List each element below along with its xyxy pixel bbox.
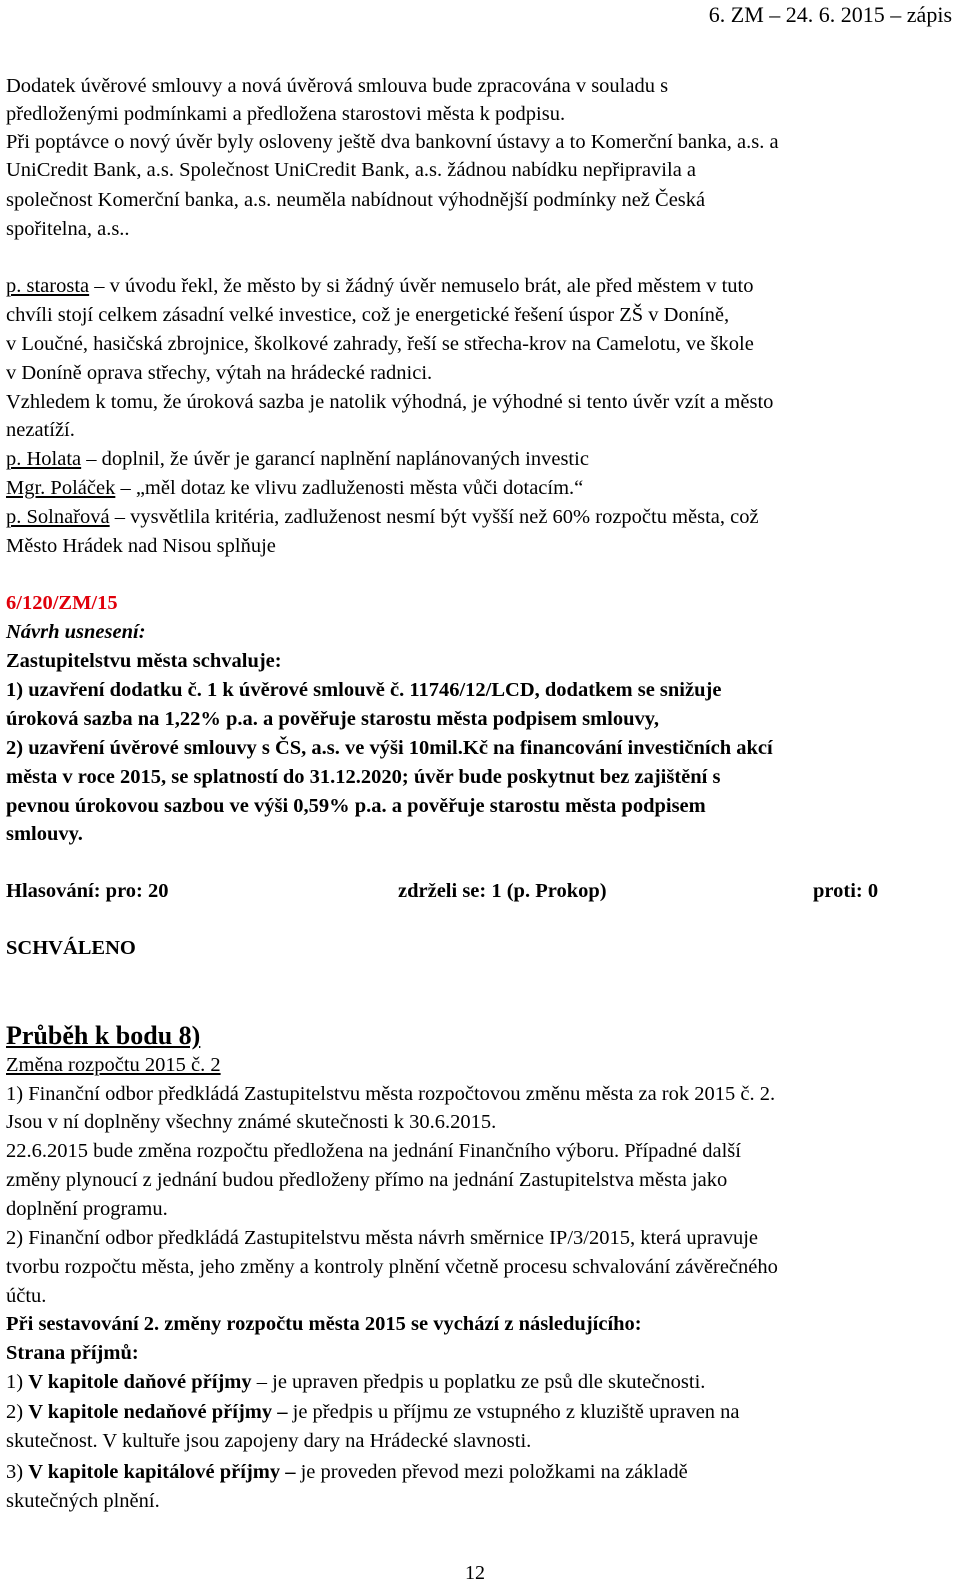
- discussion-line: p. Solnařová – vysvětlila kritéria, zadluženost nesmí být vyšší než 60% rozpočtu města, což: [6, 506, 759, 528]
- discussion-line: p. starosta – v úvodu řekl, že město by si žádný úvěr nemuselo brát, ale před městem v tuto: [6, 275, 754, 297]
- vote-abstain: zdrželi se: 1 (p. Prokop): [398, 880, 607, 902]
- para1-line: Při poptávce o nový úvěr byly osloveny ještě dva bankovní ústavy a to Komerční banka, a.s. a: [6, 131, 779, 153]
- para1-line: společnost Komerční banka, a.s. neuměla nabídnout výhodnější podmínky než Česká: [6, 189, 706, 211]
- discussion-line: chvíli stojí celkem zásadní velké investice, což je energetické řešení úspor ZŠ v Doníně,: [6, 304, 730, 326]
- discussion-line: v Loučné, hasičská zbrojnice, školkové zahrady, řeší se střecha-krov na Camelotu, ve škole: [6, 333, 754, 355]
- resolution-line: města v roce 2015, se splatností do 31.12.2020; úvěr bude poskytnut bez zajištění s: [6, 766, 721, 788]
- vote-for: Hlasování: pro: 20: [6, 880, 169, 902]
- revenue-item: 1) V kapitole daňové příjmy – je upraven předpis u poplatku ze psů dle skutečnosti.: [6, 1371, 706, 1393]
- speaker-polacek: Mgr. Poláček: [6, 477, 116, 499]
- section-line: doplnění programu.: [6, 1198, 168, 1220]
- revenue-item: 3) V kapitole kapitálové příjmy – je proveden převod mezi položkami na základě: [6, 1461, 688, 1483]
- revenue-heading: Strana příjmů:: [6, 1342, 139, 1364]
- para1-line: UniCredit Bank, a.s. Společnost UniCredit Bank, a.s. žádnou nabídku nepřipravila a: [6, 159, 697, 181]
- proposal-label: Návrh usnesení:: [6, 621, 146, 643]
- section-line: 1) Finanční odbor předkládá Zastupitelstvu města rozpočtovou změnu města za rok 2015 č. 2.: [6, 1083, 776, 1105]
- resolution-line: 1) uzavření dodatku č. 1 k úvěrové smlouvě č. 11746/12/LCD, dodatkem se snižuje: [6, 679, 722, 701]
- discussion-line: p. Holata – doplnil, že úvěr je garancí naplnění naplánovaných investic: [6, 448, 589, 470]
- section-subheading: Změna rozpočtu 2015 č. 2: [6, 1054, 221, 1076]
- resolution-line: úroková sazba na 1,22% p.a. a pověřuje starostu města podpisem smlouvy,: [6, 708, 660, 730]
- discussion-line: Vzhledem k tomu, že úroková sazba je natolik výhodná, je výhodné si tento úvěr vzít a město: [6, 391, 774, 413]
- section-line: 2) Finanční odbor předkládá Zastupitelstvu města návrh směrnice IP/3/2015, která upravuje: [6, 1227, 759, 1249]
- para1-line: spořitelna, a.s..: [6, 218, 130, 240]
- section-heading: Průběh k bodu 8): [6, 1021, 201, 1050]
- section-line: účtu.: [6, 1285, 47, 1307]
- revenue-item-cont: skutečnost. V kultuře jsou zapojeny dary na Hrádecké slavnosti.: [6, 1430, 532, 1452]
- resolution-line: smlouvy.: [6, 823, 83, 845]
- para1-line: předloženými podmínkami a předložena starostovi města k podpisu.: [6, 103, 566, 125]
- resolution-line: pevnou úrokovou sazbou ve výši 0,59% p.a. a pověřuje starostu města podpisem: [6, 795, 706, 817]
- revenue-item-cont: skutečných plnění.: [6, 1490, 160, 1512]
- page-number: 12: [465, 1562, 485, 1584]
- section-line: Jsou v ní doplněny všechny známé skutečnosti k 30.6.2015.: [6, 1111, 497, 1133]
- result-status: SCHVÁLENO: [6, 937, 136, 959]
- resolution-number: 6/120/ZM/15: [6, 592, 118, 614]
- page-header: 6. ZM – 24. 6. 2015 – zápis: [708, 2, 952, 27]
- section-line: 22.6.2015 bude změna rozpočtu předložena na jednání Finančního výboru. Případné další: [6, 1140, 741, 1162]
- approves-label: Zastupitelstvu města schvaluje:: [6, 650, 282, 672]
- compile-heading: Při sestavování 2. změny rozpočtu města 2015 se vychází z následujícího:: [6, 1313, 642, 1335]
- discussion-line: v Doníně oprava střechy, výtah na hrádecké radnici.: [6, 362, 433, 384]
- section-line: tvorbu rozpočtu města, jeho změny a kontroly plnění včetně procesu schvalování závěrečného: [6, 1256, 778, 1278]
- discussion-line: nezatíží.: [6, 419, 75, 441]
- speaker-starosta: p. starosta: [6, 275, 90, 297]
- discussion-line: Město Hrádek nad Nisou splňuje: [6, 535, 276, 557]
- vote-against: proti: 0: [813, 880, 879, 902]
- section-line: změny plynoucí z jednání budou předloženy přímo na jednání Zastupitelstva města jako: [6, 1169, 728, 1191]
- speaker-solnarova: p. Solnařová: [6, 506, 110, 528]
- resolution-line: 2) uzavření úvěrové smlouvy s ČS, a.s. ve výši 10mil.Kč na financování investičních akcí: [6, 737, 773, 759]
- speaker-holata: p. Holata: [6, 448, 82, 470]
- revenue-item: 2) V kapitole nedaňové příjmy – je předpis u příjmu ze vstupného z kluziště upraven na: [6, 1401, 740, 1423]
- para1-line: Dodatek úvěrové smlouvy a nová úvěrová smlouva bude zpracována v souladu s: [6, 75, 669, 97]
- discussion-line: Mgr. Poláček – „měl dotaz ke vlivu zadluženosti města vůči dotacím.“: [6, 477, 584, 499]
